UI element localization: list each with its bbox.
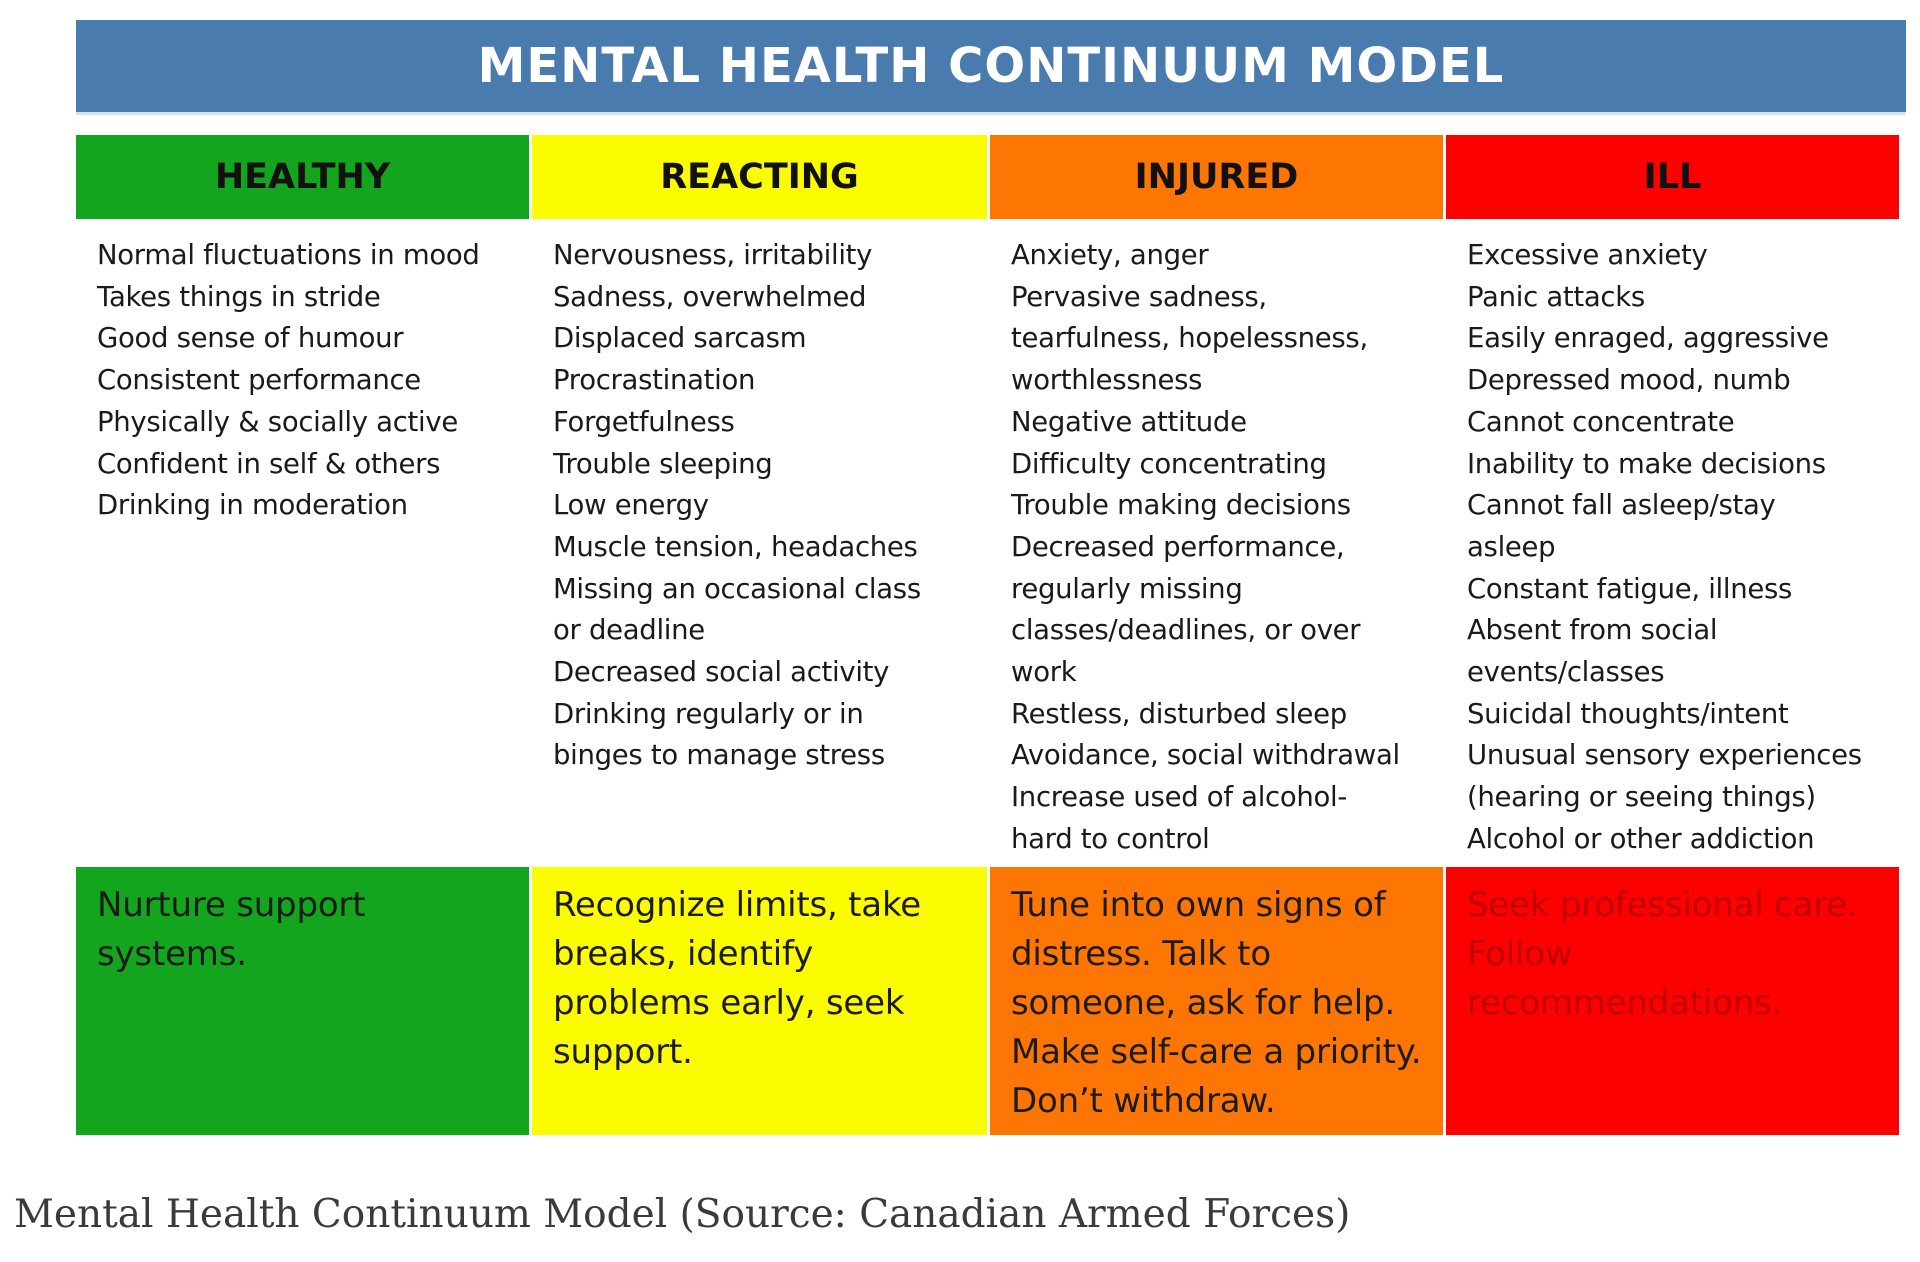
- continuum-figure: [76, 20, 1906, 1135]
- symptom-item: Pervasive sadness,: [1011, 280, 1267, 313]
- symptom-item: Drinking regularly or in: [553, 697, 864, 730]
- symptom-item: Suicidal thoughts/intent: [1467, 697, 1789, 730]
- symptom-item: Muscle tension, headaches: [553, 530, 918, 563]
- symptoms-reacting: [532, 219, 987, 867]
- symptom-item: regularly missing: [1011, 572, 1243, 605]
- symptoms-injured: [990, 219, 1443, 867]
- symptom-item: Cannot fall asleep/stay: [1467, 489, 1776, 522]
- action-injured: [990, 867, 1443, 1135]
- symptom-item: Absent from social: [1467, 614, 1718, 647]
- header-healthy: HEALTHY: [76, 135, 529, 219]
- symptom-item: Constant fatigue, illness: [1467, 572, 1793, 605]
- symptom-item: Physically & socially active: [97, 405, 458, 438]
- symptom-item: Avoidance, social withdrawal: [1011, 739, 1400, 772]
- symptom-item: Inability to make decisions: [1467, 447, 1826, 480]
- model-title: MENTAL HEALTH CONTINUUM MODEL: [76, 20, 1906, 115]
- symptom-item: Trouble making decisions: [1011, 489, 1351, 522]
- symptom-item: Sadness, overwhelmed: [553, 280, 867, 313]
- action-reacting: [532, 867, 987, 1135]
- symptom-item: Anxiety, anger: [1011, 239, 1209, 271]
- symptom-item: Difficulty concentrating: [1011, 447, 1327, 480]
- symptom-item: or deadline: [553, 614, 705, 647]
- action-ill: [1446, 867, 1899, 1135]
- symptom-item: (hearing or seeing things): [1467, 781, 1816, 814]
- symptom-item: Negative attitude: [1011, 405, 1247, 438]
- figure-caption: Mental Health Continuum Model (Source: Canadian Armed Forces): [14, 1192, 1351, 1237]
- symptom-item: Unusual sensory experiences: [1467, 739, 1862, 772]
- action-text: Nurture support systems.: [97, 885, 366, 974]
- symptom-item: classes/deadlines, or over: [1011, 614, 1361, 647]
- symptom-item: tearfulness, hopelessness,: [1011, 322, 1368, 355]
- symptom-item: Decreased social activity: [553, 656, 890, 689]
- continuum-grid: [76, 135, 1906, 1135]
- symptom-item: Consistent performance: [97, 364, 421, 397]
- symptom-item: Displaced sarcasm: [553, 322, 807, 355]
- action-text: Recognize limits, take breaks, identify problems early, seek support.: [553, 885, 921, 1072]
- symptom-item: events/classes: [1467, 656, 1665, 689]
- symptom-item: Increase used of alcohol-: [1011, 781, 1347, 814]
- symptom-list: [1467, 235, 1899, 861]
- symptom-item: Alcohol or other addiction: [1467, 822, 1815, 855]
- symptom-list: [553, 235, 987, 777]
- symptom-item: Excessive anxiety: [1467, 239, 1708, 271]
- action-healthy: [76, 867, 529, 1135]
- symptom-item: Nervousness, irritability: [553, 239, 873, 271]
- symptom-item: Low energy: [553, 489, 709, 522]
- symptom-item: Cannot concentrate: [1467, 405, 1735, 438]
- symptom-item: Depressed mood, numb: [1467, 364, 1791, 397]
- header-reacting: REACTING: [532, 135, 987, 219]
- header-ill: ILL: [1446, 135, 1899, 219]
- symptom-item: binges to manage stress: [553, 739, 885, 772]
- symptom-item: asleep: [1467, 530, 1556, 563]
- symptoms-ill: [1446, 219, 1899, 867]
- symptom-item: worthlessness: [1011, 364, 1203, 397]
- symptom-item: Takes things in stride: [97, 280, 381, 313]
- action-text: Seek professional care. Follow recommendations.: [1467, 885, 1858, 1023]
- symptom-item: Procrastination: [553, 364, 756, 397]
- symptom-item: Trouble sleeping: [553, 447, 773, 480]
- symptom-list: [97, 235, 529, 527]
- symptom-item: Restless, disturbed sleep: [1011, 697, 1347, 730]
- symptom-item: Normal fluctuations in mood: [97, 239, 480, 271]
- symptom-item: Easily enraged, aggressive: [1467, 322, 1829, 355]
- symptom-item: Confident in self & others: [97, 447, 441, 480]
- header-injured: INJURED: [990, 135, 1443, 219]
- symptom-item: Drinking in moderation: [97, 489, 408, 522]
- symptom-item: Missing an occasional class: [553, 572, 921, 605]
- symptom-item: Forgetfulness: [553, 405, 735, 438]
- symptom-item: work: [1011, 656, 1077, 689]
- symptom-item: hard to control: [1011, 822, 1210, 855]
- symptom-item: Decreased performance,: [1011, 530, 1345, 563]
- symptom-item: Panic attacks: [1467, 280, 1645, 313]
- action-text: Tune into own signs of distress. Talk to someone, ask for help. Make self-care a priority. Don’t withdraw.: [1011, 885, 1422, 1121]
- symptoms-healthy: [76, 219, 529, 867]
- symptom-list: [1011, 235, 1443, 861]
- symptom-item: Good sense of humour: [97, 322, 404, 355]
